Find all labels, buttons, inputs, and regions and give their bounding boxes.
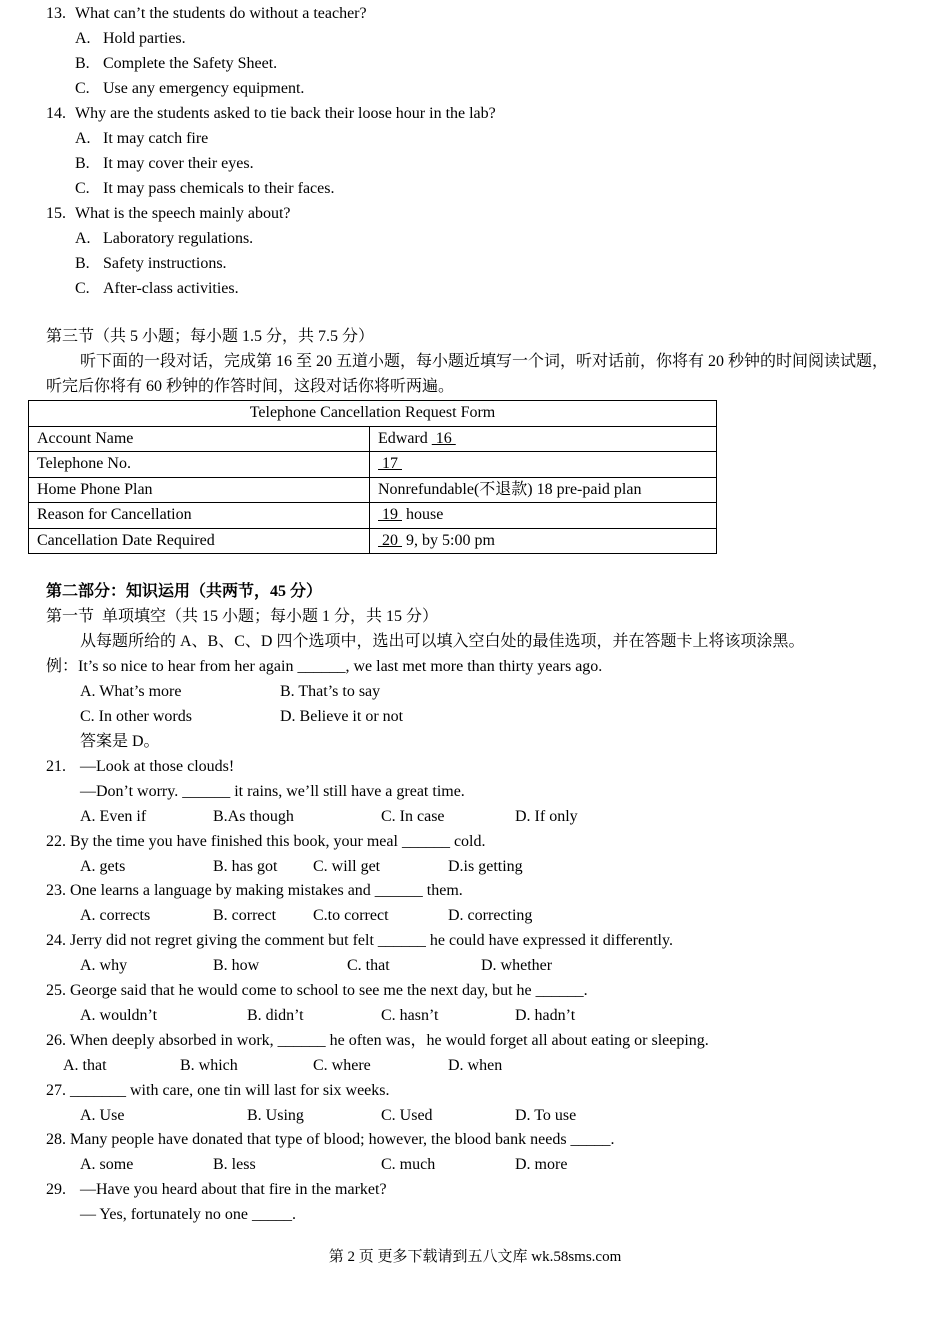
form-label: Telephone No. [29,452,370,478]
form-blank: 17 [378,455,402,473]
q14-c-text: It may pass chemicals to their faces. [103,180,335,197]
q26-option-d: D. when [448,1057,503,1074]
form-value [370,477,717,503]
form-value [370,503,717,529]
table-row [29,452,717,478]
q21-number: 21. [46,758,66,775]
form-blank: 19 [378,506,402,524]
section3-instruction-2: 听完后你将有 60 秒钟的作答时间，这段对话你将听两遍。 [46,378,455,395]
q25-option-c: C. hasn’t [381,1007,439,1024]
q21-option-d: D. If only [515,808,578,825]
table-row [29,528,717,554]
q14-c-letter: C. [75,180,90,197]
q22-option-a: A. gets [80,858,126,875]
form-blank: 20 [378,531,402,549]
q24-text: 24. Jerry did not regret giving the comment but felt ______ he could have expressed it differently. [46,932,673,949]
form-value-pre: Edward [378,429,432,447]
q21-option-a: A. Even if [80,808,147,825]
q26-text: 26. When deeply absorbed in work, ______ he often was，he would forget all about eating or sleeping. [46,1032,709,1049]
part2-instruction: 从每题所给的 A、B、C、D 四个选项中，选出可以填入空白处的最佳选项，并在答题卡上将该项涂黑。 [80,633,805,650]
form-value-post: house [402,506,444,524]
example-option-d: D. Believe it or not [280,708,404,725]
q27-text: 27. _______ with care, one tin will last for six weeks. [46,1082,390,1099]
form-label: Home Phone Plan [29,477,370,503]
cancellation-form-table [28,400,717,554]
form-value-pre: Nonrefundable(不退款) 18 pre-paid plan [378,480,642,498]
example-option-a: A. What’s more [80,683,182,700]
q23-option-c: C.to correct [313,907,389,924]
q29-line2: — Yes, fortunately no one _____. [80,1206,296,1223]
example-answer: 答案是 D。 [80,733,160,750]
q27-option-c: C. Used [381,1107,433,1124]
q28-option-d: D. more [515,1156,568,1173]
q25-option-d: D. hadn’t [515,1007,576,1024]
q13-b-letter: B. [75,55,90,72]
q23-option-d: D. correcting [448,907,533,924]
q23-option-b: B. correct [213,907,277,924]
q25-option-a: A. wouldn’t [80,1007,158,1024]
q14-a-text: It may catch fire [103,130,209,147]
q14-text: Why are the students asked to tie back their loose hour in the lab? [75,105,496,122]
q24-option-a: A. why [80,957,128,974]
q13-a-text: Hold parties. [103,30,186,47]
example-option-b: B. That’s to say [280,683,381,700]
q29-line1: —Have you heard about that fire in the market? [80,1181,387,1198]
q26-option-b: B. which [180,1057,238,1074]
q28-text: 28. Many people have donated that type of blood; however, the blood bank needs _____. [46,1131,615,1148]
q14-a-letter: A. [75,130,91,147]
q21-option-b: B.As though [213,808,294,825]
q24-option-d: D. whether [481,957,553,974]
q13-text: What can’t the students do without a teacher? [75,5,367,22]
q24-option-b: B. how [213,957,260,974]
q25-text: 25. George said that he would come to school to see me the next day, but he ______. [46,982,588,999]
example-option-c: C. In other words [80,708,192,725]
q26-option-c: C. where [313,1057,371,1074]
q15-c-letter: C. [75,280,90,297]
q28-option-c: C. much [381,1156,436,1173]
q22-option-b: B. has got [213,858,278,875]
q22-text: 22. By the time you have finished this book, your meal ______ cold. [46,833,486,850]
q13-c-text: Use any emergency equipment. [103,80,305,97]
q13-b-text: Complete the Safety Sheet. [103,55,278,72]
example-question: 例：It’s so nice to hear from her again ______, we last met more than thirty years ago. [46,658,603,675]
q23-option-a: A. corrects [80,907,151,924]
form-label: Reason for Cancellation [29,503,370,529]
q15-a-text: Laboratory regulations. [103,230,254,247]
q14-b-letter: B. [75,155,90,172]
q13-number: 13. [46,5,66,22]
q28-option-b: B. less [213,1156,256,1173]
form-label: Cancellation Date Required [29,528,370,554]
form-blank: 16 [431,429,456,447]
q26-option-a: A. that [63,1057,107,1074]
q21-line1: —Look at those clouds! [80,758,235,775]
q15-c-text: After-class activities. [103,280,239,297]
page-footer: 第 2 页 更多下载请到五八文库 wk.58sms.com [328,1249,622,1265]
form-value-post: 9, by 5:00 pm [402,531,495,549]
form-label: Account Name [29,426,370,452]
section3-heading: 第三节（共 5 小题；每小题 1.5 分，共 7.5 分） [46,328,375,345]
form-title: Telephone Cancellation Request Form [29,401,717,427]
table-row [29,426,717,452]
q24-option-c: C. that [347,957,390,974]
section3-instruction-1: 听下面的一段对话，完成第 16 至 20 五道小题，每小题近填写一个词，听对话前，你将有 20 秒钟的时间阅读试题， [80,353,889,370]
q15-b-text: Safety instructions. [103,255,227,272]
q23-text: 23. One learns a language by making mistakes and ______ them. [46,882,463,899]
q14-b-text: It may cover their eyes. [103,155,254,172]
q15-b-letter: B. [75,255,90,272]
q15-a-letter: A. [75,230,91,247]
q28-option-a: A. some [80,1156,134,1173]
q22-option-c: C. will get [313,858,381,875]
q15-text: What is the speech mainly about? [75,205,291,222]
form-value [370,528,717,554]
q27-option-b: B. Using [247,1107,304,1124]
q22-option-d: D.is getting [448,858,523,875]
q25-option-b: B. didn’t [247,1007,304,1024]
q15-number: 15. [46,205,66,222]
form-value [370,452,717,478]
q14-number: 14. [46,105,66,122]
q21-line2: —Don’t worry. ______ it rains, we’ll still have a great time. [80,783,465,800]
form-value [370,426,717,452]
q27-option-a: A. Use [80,1107,125,1124]
part2-section1-heading: 第一节 单项填空（共 15 小题；每小题 1 分，共 15 分） [46,608,439,625]
q21-option-c: C. In case [381,808,445,825]
q13-c-letter: C. [75,80,90,97]
part2-heading: 第二部分：知识运用（共两节，45 分） [46,583,323,600]
q27-option-d: D. To use [515,1107,577,1124]
table-row [29,477,717,503]
q29-number: 29. [46,1181,66,1198]
q13-a-letter: A. [75,30,91,47]
table-row [29,503,717,529]
